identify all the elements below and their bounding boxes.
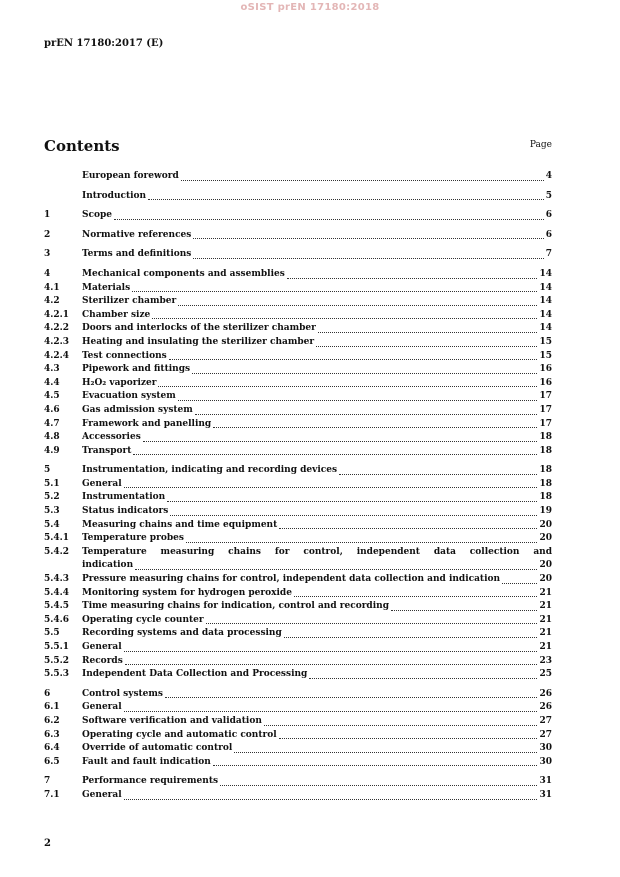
toc-entry-page: 14	[539, 268, 552, 279]
toc-entry-page: 5	[545, 190, 552, 201]
toc-entry-number: 3	[44, 249, 51, 260]
toc-entry-page: 21	[539, 628, 552, 639]
toc-entry[interactable]	[44, 505, 552, 519]
toc-entry-page: 17	[539, 404, 552, 415]
toc-entry-number: 5.4	[44, 519, 60, 530]
toc-entry-number: 5.4.6	[44, 614, 70, 625]
toc-entry[interactable]	[44, 614, 552, 628]
toc-entry-title: Temperature measuring chains for control, independent data collection and	[82, 546, 552, 557]
toc-entry-title: Operating cycle counter	[82, 614, 204, 625]
toc-entry[interactable]	[44, 775, 552, 789]
document-id: prEN 17180:2017 (E)	[44, 38, 164, 49]
dot-leader	[186, 542, 538, 543]
toc-entry[interactable]	[44, 418, 552, 432]
toc-entry-title: Gas admission system	[82, 404, 193, 415]
toc-entry[interactable]	[44, 445, 552, 459]
toc-entry-page: 31	[539, 776, 552, 787]
toc-entry[interactable]	[44, 756, 552, 770]
dot-leader	[124, 799, 538, 800]
toc-entry-page: 31	[539, 789, 552, 800]
toc-entry[interactable]	[44, 209, 552, 223]
dot-leader	[170, 515, 537, 516]
toc-entry-page: 20	[539, 533, 552, 544]
toc-entry-page: 20	[539, 574, 552, 585]
dot-leader	[125, 664, 538, 665]
toc-entry-title: Temperature probes	[82, 533, 184, 544]
dot-leader	[339, 474, 537, 475]
toc-entry-page: 23	[539, 655, 552, 666]
toc-entry-title: Test connections	[82, 350, 167, 361]
toc-entry-title: Fault and fault indication	[82, 756, 211, 767]
toc-entry-number: 5.4.4	[44, 587, 70, 598]
toc-entry-title: Monitoring system for hydrogen peroxide	[82, 587, 292, 598]
toc-entry[interactable]	[44, 478, 552, 492]
toc-entry-title: H₂O₂ vaporizer	[82, 377, 157, 388]
toc-entry[interactable]	[44, 377, 552, 391]
dot-leader	[294, 596, 538, 597]
toc-entry[interactable]	[44, 573, 552, 587]
toc-entry-page: 7	[545, 249, 552, 260]
toc-entry[interactable]	[44, 170, 552, 184]
dot-leader	[169, 359, 538, 360]
toc-entry-number: 4.2	[44, 296, 60, 307]
toc-entry-title: General	[82, 702, 122, 713]
toc-entry[interactable]	[44, 404, 552, 418]
dot-leader	[193, 258, 543, 259]
toc-entry[interactable]	[44, 701, 552, 715]
toc-entry-title: Terms and definitions	[82, 249, 192, 260]
toc-entry-number: 2	[44, 229, 51, 240]
table-of-contents	[44, 170, 552, 803]
toc-entry-page: 17	[539, 418, 552, 429]
toc-entry-number: 5.5.2	[44, 655, 70, 666]
toc-entry-title: Override of automatic control	[82, 743, 233, 754]
toc-entry-number: 5.1	[44, 478, 60, 489]
toc-entry[interactable]	[44, 789, 552, 803]
toc-entry-5-4-2[interactable]	[44, 546, 552, 560]
toc-entry-title: Introduction	[82, 190, 147, 201]
toc-entry[interactable]	[44, 350, 552, 364]
toc-entry-title: Evacuation system	[82, 391, 176, 402]
dot-leader	[234, 752, 537, 753]
toc-entry-number: 4.3	[44, 364, 60, 375]
toc-entry[interactable]	[44, 641, 552, 655]
toc-entry-page: 18	[539, 478, 552, 489]
toc-entry-title: Time measuring chains for indication, control and recording	[82, 601, 389, 612]
toc-entry-page: 26	[539, 688, 552, 699]
toc-entry-title: Instrumentation, indicating and recording devices	[82, 465, 338, 476]
dot-leader	[287, 278, 538, 279]
dot-leader	[165, 697, 537, 698]
toc-entry-number: 5.4.3	[44, 574, 70, 585]
toc-entry-page: 27	[539, 729, 552, 740]
toc-entry-number: 5.2	[44, 492, 60, 503]
toc-entry-number: 4.2.1	[44, 309, 70, 320]
toc-entry-number: 6.5	[44, 756, 60, 767]
toc-entry-number: 7	[44, 776, 51, 787]
toc-entry-page: 14	[539, 282, 552, 293]
toc-entry-page: 27	[539, 715, 552, 726]
toc-entry[interactable]	[44, 336, 552, 350]
toc-entry-page: 16	[539, 364, 552, 375]
toc-entry-number: 4	[44, 268, 51, 279]
dot-leader	[279, 528, 537, 529]
toc-entry-page: 18	[539, 445, 552, 456]
dot-leader	[124, 651, 538, 652]
toc-entry-title: Chamber size	[82, 309, 151, 320]
toc-part-2	[44, 573, 552, 803]
toc-entry-page: 15	[539, 336, 552, 347]
toc-entry-number: 5.4.5	[44, 601, 70, 612]
toc-entry-5-4-2-continued[interactable]	[44, 559, 552, 573]
toc-entry-page: 4	[545, 171, 552, 181]
dot-leader	[206, 623, 538, 624]
toc-entry-page: 18	[539, 465, 552, 476]
dot-leader	[133, 454, 537, 455]
dot-leader	[502, 583, 537, 584]
dot-leader	[213, 427, 537, 428]
toc-entry-title: Accessories	[82, 432, 141, 443]
dot-leader	[135, 569, 537, 570]
toc-entry-title: Pipework and fittings	[82, 364, 191, 375]
toc-entry-title: Instrumentation	[82, 492, 166, 503]
toc-entry[interactable]	[44, 715, 552, 729]
dot-leader	[279, 738, 538, 739]
toc-entry-number: 4.7	[44, 418, 60, 429]
toc-entry-page: 14	[539, 296, 552, 307]
dot-leader	[178, 305, 537, 306]
toc-entry-page: 18	[539, 432, 552, 443]
toc-entry-title: General	[82, 642, 122, 652]
toc-entry-page: 6	[545, 229, 552, 240]
toc-entry-number: 5.5	[44, 628, 60, 639]
toc-entry-number: 5.4.1	[44, 533, 70, 544]
toc-entry-page: 26	[539, 702, 552, 713]
toc-entry-number: 4.5	[44, 391, 60, 402]
dot-leader	[114, 219, 544, 220]
dot-leader	[148, 199, 544, 200]
dot-leader	[158, 386, 537, 387]
toc-entry-number: 4.9	[44, 445, 60, 456]
toc-entry-title: Recording systems and data processing	[82, 628, 282, 639]
dot-leader	[309, 678, 537, 679]
dot-leader	[220, 785, 537, 786]
toc-entry-page: 16	[539, 377, 552, 388]
toc-entry-page: 18	[539, 492, 552, 503]
toc-entry-page: 25	[539, 669, 552, 680]
toc-entry[interactable]	[44, 688, 552, 702]
toc-entry-title: Sterilizer chamber	[82, 296, 177, 307]
dot-leader	[316, 346, 537, 347]
toc-entry[interactable]	[44, 229, 552, 243]
toc-entry[interactable]	[44, 627, 552, 641]
toc-entry[interactable]	[44, 532, 552, 546]
dot-leader	[178, 400, 538, 401]
toc-entry-number: 5.4.2	[44, 546, 70, 557]
toc-part-1	[44, 170, 552, 546]
toc-entry[interactable]	[44, 282, 552, 296]
toc-entry-page: 20	[539, 519, 552, 530]
toc-entry-title: Records	[82, 655, 123, 666]
toc-entry-page: 20	[539, 560, 552, 571]
toc-entry-number: 4.8	[44, 432, 60, 443]
toc-entry-number: 4.1	[44, 282, 60, 293]
toc-entry[interactable]	[44, 268, 552, 282]
page-column-label: Page	[529, 140, 552, 150]
watermark: oSIST prEN 17180:2018	[240, 2, 380, 13]
toc-entry-number: 5	[44, 465, 51, 476]
toc-entry[interactable]	[44, 742, 552, 756]
toc-entry-page: 17	[539, 391, 552, 402]
dot-leader	[181, 180, 544, 181]
toc-entry-page: 14	[539, 309, 552, 320]
toc-entry-number: 4.4	[44, 377, 60, 388]
toc-entry[interactable]	[44, 309, 552, 323]
toc-entry-number: 4.6	[44, 404, 60, 415]
toc-entry-title: Status indicators	[82, 506, 169, 517]
toc-entry-title: Performance requirements	[82, 776, 219, 787]
toc-entry-title: Scope	[82, 210, 113, 221]
toc-entry[interactable]	[44, 519, 552, 533]
toc-entry-page: 15	[539, 350, 552, 361]
toc-entry-number: 5.3	[44, 506, 60, 517]
toc-entry-title: Framework and panelling	[82, 418, 212, 429]
toc-entry-title: Measuring chains and time equipment	[82, 519, 278, 530]
toc-entry-number: 6.2	[44, 715, 60, 726]
contents-heading: Contents	[44, 137, 120, 155]
toc-entry[interactable]	[44, 322, 552, 336]
toc-entry-title: Transport	[82, 445, 132, 456]
toc-entry-title: Mechanical components and assemblies	[82, 268, 285, 279]
dot-leader	[124, 711, 538, 712]
toc-entry-title: Control systems	[82, 688, 163, 699]
dot-leader	[318, 332, 538, 333]
dot-leader	[124, 487, 538, 488]
toc-entry-title: Operating cycle and automatic control	[82, 729, 277, 740]
dot-leader	[192, 373, 537, 374]
toc-entry-page: 21	[539, 587, 552, 598]
toc-entry-number: 5.5.3	[44, 669, 70, 680]
toc-entry[interactable]	[44, 190, 552, 204]
dot-leader	[264, 725, 538, 726]
toc-entry-number: 6	[44, 688, 51, 699]
toc-entry-number: 4.2.4	[44, 350, 70, 361]
toc-entry-title: General	[82, 478, 122, 489]
toc-entry-page: 21	[539, 601, 552, 612]
toc-entry-page: 19	[539, 506, 552, 517]
toc-entry-title: Doors and interlocks of the sterilizer chamber	[82, 323, 316, 334]
toc-entry-number: 6.4	[44, 743, 60, 754]
toc-entry-page: 14	[539, 323, 552, 334]
toc-entry-number: 1	[44, 210, 51, 221]
toc-entry-number: 7.1	[44, 789, 60, 800]
toc-entry-title: Independent Data Collection and Processing	[82, 669, 308, 680]
toc-entry-number: 6.1	[44, 702, 60, 713]
toc-entry-title: Software verification and validation	[82, 715, 262, 726]
toc-entry-page: 21	[539, 614, 552, 625]
toc-entry-page: 30	[539, 743, 552, 754]
toc-entry-title: Heating and insulating the sterilizer chamber	[82, 336, 315, 347]
page-number: 2	[44, 838, 51, 849]
toc-entry-page: 21	[539, 642, 552, 652]
toc-entry-title: Materials	[82, 282, 131, 293]
dot-leader	[213, 765, 538, 766]
dot-leader	[284, 637, 538, 638]
toc-entry-number: 5.5.1	[44, 642, 70, 652]
toc-entry-title: European foreword	[82, 171, 179, 181]
toc-entry-number: 4.2.2	[44, 323, 70, 334]
toc-entry[interactable]	[44, 431, 552, 445]
dot-leader	[391, 610, 537, 611]
toc-entry[interactable]	[44, 655, 552, 669]
toc-entry-title: Normative references	[82, 229, 192, 240]
toc-entry[interactable]	[44, 729, 552, 743]
toc-entry-number: 4.2.3	[44, 336, 70, 347]
toc-entry[interactable]	[44, 587, 552, 601]
toc-entry-title: indication	[82, 560, 134, 571]
toc-entry-title: General	[82, 789, 122, 800]
dot-leader	[132, 291, 537, 292]
dot-leader	[193, 238, 543, 239]
toc-entry[interactable]	[44, 464, 552, 478]
dot-leader	[152, 318, 537, 319]
toc-entry-number: 6.3	[44, 729, 60, 740]
toc-entry-page: 30	[539, 756, 552, 767]
dot-leader	[195, 414, 538, 415]
toc-entry[interactable]	[44, 390, 552, 404]
toc-entry[interactable]	[44, 600, 552, 614]
toc-entry-page: 6	[545, 210, 552, 221]
toc-entry-title: Pressure measuring chains for control, independent data collection and indication	[82, 574, 501, 585]
dot-leader	[167, 501, 537, 502]
toc-entry[interactable]	[44, 295, 552, 309]
toc-entry[interactable]	[44, 248, 552, 262]
dot-leader	[143, 441, 538, 442]
toc-entry[interactable]	[44, 668, 552, 682]
toc-entry[interactable]	[44, 363, 552, 377]
toc-entry[interactable]	[44, 491, 552, 505]
